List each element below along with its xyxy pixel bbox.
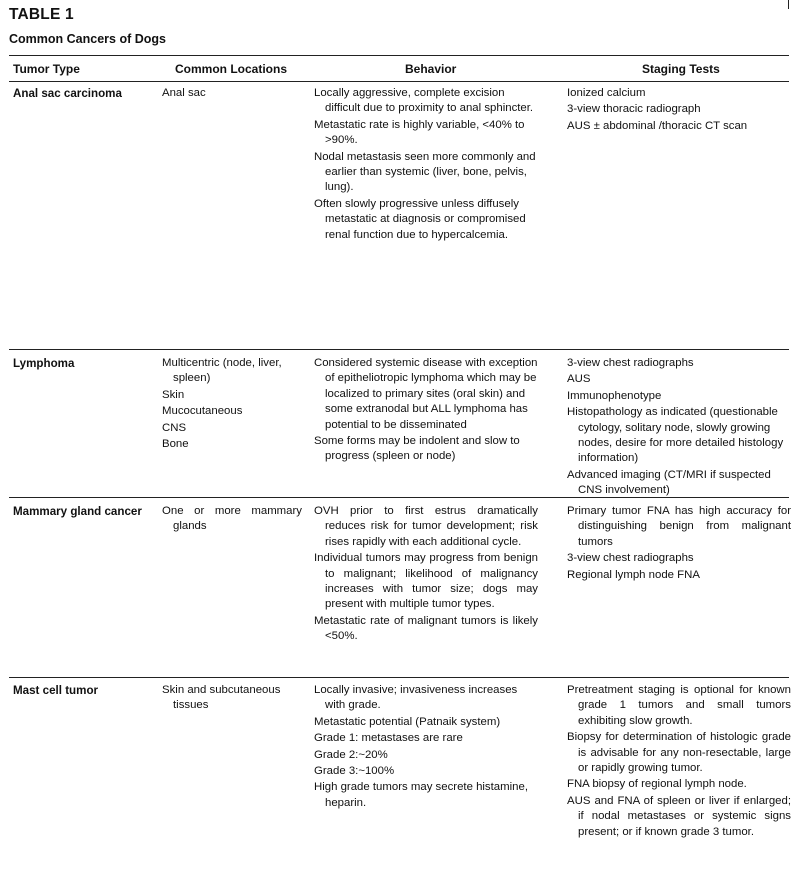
table-label: TABLE 1 xyxy=(9,6,74,23)
header-staging-tests: Staging Tests xyxy=(642,62,720,76)
behavior-mammary xyxy=(314,504,538,646)
behavior-item: Individual tumors may progress from benign to malignant; likelihood of malignancy increases with tumor size; dogs may present with multiple tumor types. xyxy=(314,552,538,611)
location-item: CNS xyxy=(162,421,187,434)
location-item: Multicentric (node, liver, spleen) xyxy=(162,357,282,385)
behavior-item: Metastatic potential (Patnaik system) xyxy=(314,715,501,728)
behavior-lymphoma xyxy=(314,356,538,466)
header-common-locations: Common Locations xyxy=(175,62,288,76)
staging-item: 3-view thoracic radiograph xyxy=(567,103,701,116)
location-item: Skin xyxy=(162,388,185,401)
behavior-item: Grade 3:~100% xyxy=(314,765,395,778)
behavior-anal-sac xyxy=(314,86,538,244)
page-edge-mark xyxy=(788,0,789,9)
behavior-item: Grade 1: metastases are rare xyxy=(314,732,463,745)
top-rule xyxy=(9,55,789,56)
behavior-item: OVH prior to first estrus dramatically reduces risk for tumor development; risk rises rapidly with each additional cycle. xyxy=(314,505,538,548)
staging-item: Primary tumor FNA has high accuracy for distinguishing benign from malignant tumors xyxy=(567,505,791,548)
tumor-name-mammary: Mammary gland cancer xyxy=(13,505,142,518)
staging-item: FNA biopsy of regional lymph node. xyxy=(567,778,747,791)
tumor-name-mast-cell: Mast cell tumor xyxy=(13,684,99,697)
staging-item: Ionized calcium xyxy=(567,87,646,99)
staging-item: 3-view chest radiographs xyxy=(567,552,694,565)
locations-mast-cell xyxy=(162,683,302,715)
behavior-item: Locally aggressive, complete excision difficult due to proximity to anal sphincter. xyxy=(314,87,534,115)
behavior-mast-cell xyxy=(314,683,538,812)
staging-item: Histopathology as indicated (questionable cytology, solitary node, slowly growing nodes, desire for more detailed histology information) xyxy=(567,406,784,465)
row-rule xyxy=(9,677,789,678)
staging-item: 3-view chest radiographs xyxy=(567,357,694,369)
header-rule xyxy=(9,81,789,82)
staging-lymphoma xyxy=(567,356,791,500)
tumor-name-anal-sac: Anal sac carcinoma xyxy=(13,87,122,100)
tumor-name-lymphoma: Lymphoma xyxy=(13,357,75,370)
behavior-item: Some forms may be indolent and slow to progress (spleen or node) xyxy=(314,435,520,463)
staging-anal-sac xyxy=(567,86,791,135)
header-behavior: Behavior xyxy=(405,62,457,76)
behavior-item: Often slowly progressive unless diffusely metastatic at diagnosis or compromised renal function due to hypercalcemia. xyxy=(314,197,526,241)
location-item: Anal sac xyxy=(162,87,206,99)
staging-item: Pretreatment staging is optional for known grade 1 tumors and small tumors exhibiting slow growth. xyxy=(567,684,791,727)
staging-item: Regional lymph node FNA xyxy=(567,568,700,581)
staging-item: AUS ± abdominal /thoracic CT scan xyxy=(567,119,748,132)
behavior-item: High grade tumors may secrete histamine, heparin. xyxy=(314,781,528,809)
behavior-item: Locally invasive; invasiveness increases with grade. xyxy=(314,684,518,712)
row-rule xyxy=(9,349,789,350)
behavior-item: Grade 2:~20% xyxy=(314,748,388,761)
location-item: One or more mammary glands xyxy=(162,505,302,533)
behavior-item: Metastatic rate of malignant tumors is likely <50%. xyxy=(314,614,538,643)
row-rule xyxy=(9,497,789,498)
staging-item: AUS xyxy=(567,373,591,386)
behavior-item: Considered systemic disease with exception of epitheliotropic lymphoma which may be localized to primary sites (oral skin) and some extranodal but ALL lymphoma has potential to be disseminated xyxy=(314,357,538,431)
behavior-item: Nodal metastasis seen more commonly and earlier than systemic (liver, bone, pelvis, lung). xyxy=(314,150,536,194)
locations-mammary xyxy=(162,504,302,536)
location-item: Skin and subcutaneous tissues xyxy=(162,684,281,712)
staging-item: AUS and FNA of spleen or liver if enlarged; if nodal metastases or systemic signs present; or if known grade 3 tumor. xyxy=(567,794,791,838)
staging-item: Advanced imaging (CT/MRI if suspected CNS involvement) xyxy=(567,468,771,497)
table-caption: Common Cancers of Dogs xyxy=(9,32,166,46)
location-item: Bone xyxy=(162,438,189,451)
staging-mast-cell xyxy=(567,683,791,841)
location-item: Mucocutaneous xyxy=(162,405,243,418)
locations-lymphoma xyxy=(162,356,302,453)
header-tumor-type: Tumor Type xyxy=(13,62,80,76)
staging-mammary xyxy=(567,504,791,584)
behavior-item: Metastatic rate is highly variable, <40% to >90%. xyxy=(314,118,525,147)
locations-anal-sac xyxy=(162,86,302,102)
staging-item: Biopsy for determination of histologic grade is advisable for any non-resectable, large or rapidly growing tumor. xyxy=(567,731,791,775)
staging-item: Immunophenotype xyxy=(567,389,662,402)
